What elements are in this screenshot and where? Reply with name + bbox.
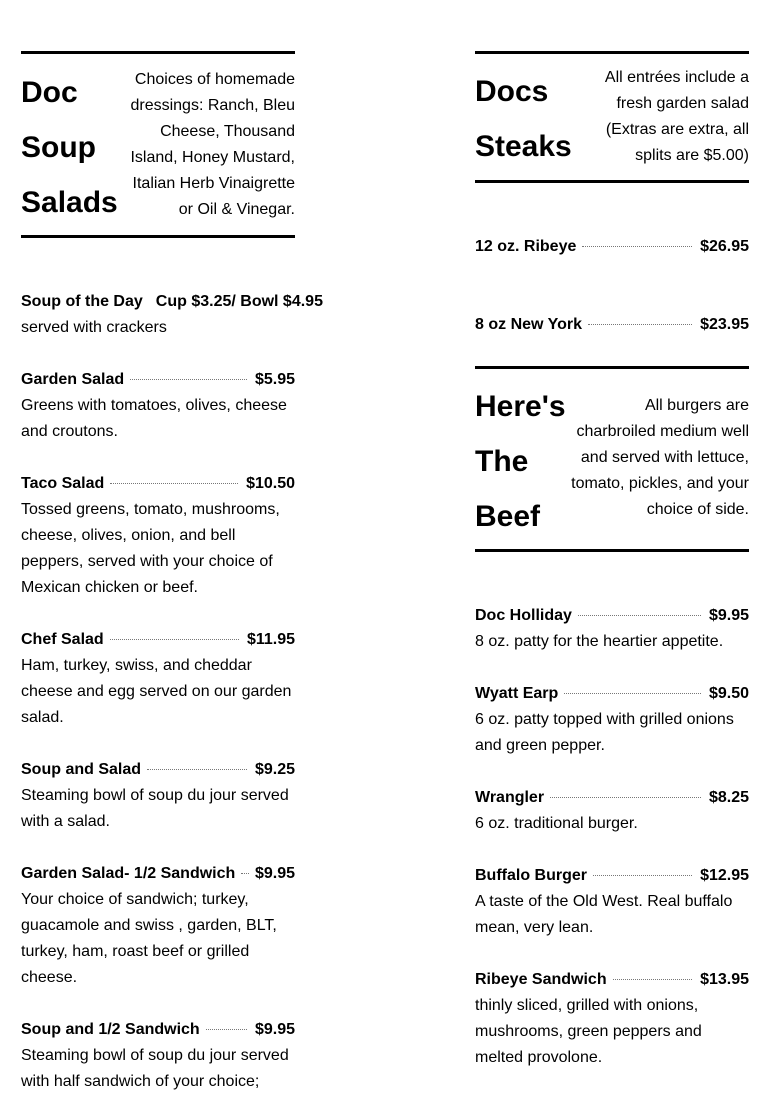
dot-leader [110, 639, 239, 640]
item-price: $9.50 [708, 685, 749, 702]
dot-leader [110, 483, 238, 484]
dot-leader [564, 693, 701, 694]
menu-item-soup-of-the-day [21, 289, 323, 341]
item-name: Garden Salad- 1/2 Sandwich [21, 865, 236, 882]
burger-note-text: All burgers are charbroiled medium well and served with lettuce, tomato, pickles, and your choice of side. [571, 397, 749, 518]
item-row [475, 863, 749, 889]
item-price: $23.95 [700, 316, 749, 333]
item-price: $12.95 [700, 867, 749, 884]
item-row [475, 785, 749, 811]
item-price: $5.95 [254, 371, 295, 388]
title-line: The [475, 445, 529, 478]
menu-item-new-york [475, 312, 749, 338]
dot-leader [206, 1029, 247, 1030]
dot-leader [241, 873, 249, 874]
item-row [21, 1017, 295, 1043]
item-name: Ribeye Sandwich [475, 971, 607, 988]
item-description: 8 oz. patty for the heartier appetite. [475, 633, 724, 650]
item-price: Cup $3.25/ Bowl $4.95 [155, 293, 323, 310]
item-name: Garden Salad [21, 371, 125, 388]
beef-title [475, 379, 567, 544]
item-name: Taco Salad [21, 475, 105, 492]
item-name: Wyatt Earp [475, 685, 559, 702]
soup-salads-column [21, 51, 323, 1095]
dot-leader [588, 324, 692, 325]
item-price: $8.25 [708, 789, 749, 806]
item-price: $13.95 [700, 971, 749, 988]
item-row [21, 757, 295, 783]
item-row [475, 967, 749, 993]
item-price: $9.95 [708, 607, 749, 624]
title-line: Here's [475, 390, 566, 423]
item-price: $11.95 [246, 631, 295, 648]
item-description: served with crackers [21, 319, 167, 336]
menu-item-ribeye-sandwich [475, 967, 749, 1071]
entree-note-text: All entrées include a fresh garden salad (Extras are extra, all splits are $5.00) [604, 69, 749, 164]
item-name: Soup and 1/2 Sandwich [21, 1021, 200, 1038]
item-row [21, 627, 295, 653]
dot-leader [130, 379, 247, 380]
item-name: 8 oz New York [475, 316, 582, 333]
steaks-title [475, 64, 585, 174]
menu-item-wrangler [475, 785, 749, 837]
menu-item-soup-and-half-sandwich [21, 1017, 295, 1095]
item-name: Soup and Salad [21, 761, 142, 778]
item-row [475, 603, 749, 629]
item-name: 12 oz. Ribeye [475, 238, 577, 255]
item-price: $10.50 [246, 475, 295, 492]
item-row [21, 367, 295, 393]
item-price: $9.95 [254, 1021, 295, 1038]
dressing-choices-text: Choices of homemade dressings: Ranch, Bleu Cheese, Thousand Island, Honey Mustard, Italian Herb Vinaigrette or Oil & Vinegar. [130, 71, 295, 218]
menu-item-ribeye [475, 234, 749, 260]
menu-item-buffalo-burger [475, 863, 749, 941]
title-line: Soup [21, 131, 96, 164]
item-description: Steaming bowl of soup du jour served with a salad. [21, 787, 289, 830]
title-line: Steaks [475, 130, 572, 163]
item-description: Greens with tomatoes, olives, cheese and croutons. [21, 397, 287, 440]
menu-item-wyatt-earp [475, 681, 749, 759]
menu-item-garden-salad [21, 367, 295, 445]
menu-item-doc-holliday [475, 603, 749, 655]
item-name: Buffalo Burger [475, 867, 587, 884]
item-description: Your choice of sandwich; turkey, guacamole and swiss , garden, BLT, turkey, ham, roast beef or grilled cheese. [21, 891, 277, 986]
item-description: Steaming bowl of soup du jour served with half sandwich of your choice; [21, 1047, 289, 1090]
item-price: $9.95 [254, 865, 295, 882]
item-description: Ham, turkey, swiss, and cheddar cheese and egg served on our garden salad. [21, 657, 292, 726]
menu-item-soup-and-salad [21, 757, 295, 835]
item-description: Tossed greens, tomato, mushrooms, cheese, olives, onion, and bell peppers, served with your choice of Mexican chicken or beef. [21, 501, 280, 596]
menu-item-chef-salad [21, 627, 295, 731]
dot-leader [147, 769, 247, 770]
item-description: thinly sliced, grilled with onions, mushrooms, green peppers and melted provolone. [475, 997, 702, 1066]
dot-leader [550, 797, 701, 798]
item-description: A taste of the Old West. Real buffalo mean, very lean. [475, 893, 733, 936]
item-row [475, 312, 749, 338]
dot-leader [613, 979, 692, 980]
dot-leader [593, 875, 692, 876]
item-description: 6 oz. patty topped with grilled onions and green pepper. [475, 711, 734, 754]
menu-item-taco-salad [21, 471, 295, 601]
item-row [21, 289, 331, 315]
item-row [475, 681, 749, 707]
item-name: Doc Holliday [475, 607, 572, 624]
item-row [21, 471, 295, 497]
soup-salads-header [21, 51, 295, 238]
item-row [21, 861, 295, 887]
dot-leader [582, 246, 692, 247]
title-line: Beef [475, 500, 541, 533]
item-name: Wrangler [475, 789, 545, 806]
beef-header [475, 366, 749, 552]
item-name: Chef Salad [21, 631, 104, 648]
dot-leader [578, 615, 701, 616]
title-line: Docs [475, 75, 549, 108]
steaks-header [475, 51, 749, 183]
item-description: 6 oz. traditional burger. [475, 815, 638, 832]
title-line: Doc [21, 76, 78, 109]
title-line: Salads [21, 186, 118, 219]
soup-salads-title [21, 65, 121, 230]
item-price: $9.25 [254, 761, 295, 778]
steaks-burgers-column [475, 51, 749, 1071]
item-row [475, 234, 749, 260]
item-price: $26.95 [700, 238, 749, 255]
menu-item-garden-salad-half-sandwich [21, 861, 295, 991]
item-name: Soup of the Day [21, 293, 143, 310]
